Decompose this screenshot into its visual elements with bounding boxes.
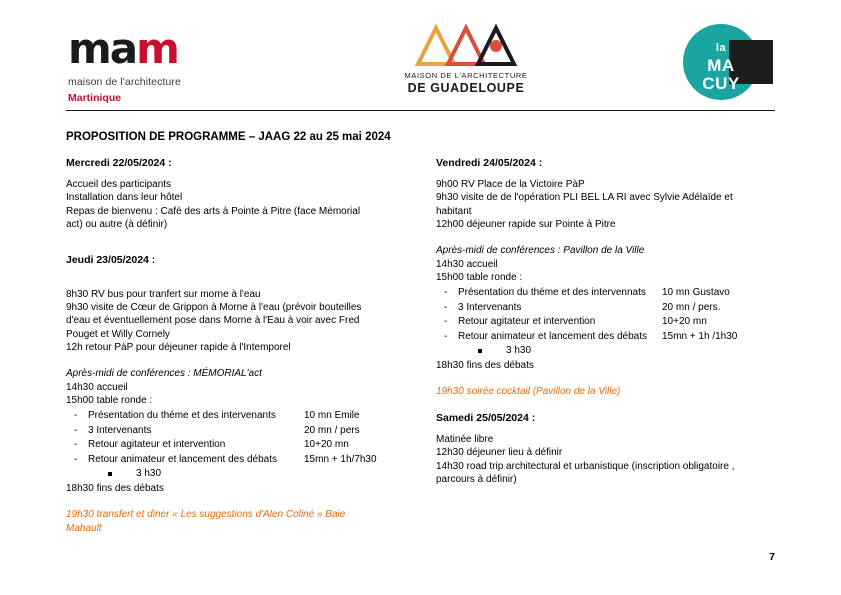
list-item (88, 438, 400, 453)
wednesday-lines (66, 178, 400, 232)
text-line: Accueil des participants (66, 179, 172, 190)
right-column (436, 157, 770, 535)
round-table-label: - Retour agitateur et intervention (88, 439, 226, 451)
text-line: 9h30 visite de Cœur de Grippon à Morne à l'eau (prévoir bouteilles (66, 302, 362, 314)
logo-la-macuy (683, 24, 773, 100)
friday-closing: 18h30 fins des débats (436, 359, 534, 371)
thursday-closing: 18h30 fins des débats (66, 482, 164, 494)
round-table-label: - Présentation du théme et des intervenants (88, 410, 276, 422)
friday-round-table-list (436, 286, 770, 344)
header-divider (66, 110, 775, 111)
text-line: Installation dans leur hôtel (66, 192, 183, 204)
text-line: Matinée libre (436, 433, 494, 445)
list-item (458, 330, 770, 345)
left-column (66, 157, 400, 535)
text-line: 14h30 road trip architectural et urbanistique (inscription obligatoire , (436, 460, 735, 472)
text-line: 9h30 visite de de l'opération PLI BEL LA RI avec Sylvie Adélaïde et (436, 192, 733, 204)
text-line: 14h30 accueil (436, 258, 498, 270)
round-table-duration: 10+20 mn (662, 316, 707, 328)
spacer (66, 355, 400, 368)
logo-mam (68, 24, 278, 104)
round-table-label: - 3 Intervenants (88, 424, 152, 436)
program-columns (66, 157, 775, 535)
spacer (436, 372, 770, 385)
page-number: 7 (769, 551, 775, 563)
mam-subtitle: maison de l'architecture (68, 76, 181, 88)
text-line: parcours à définir) (436, 473, 517, 485)
text-line: 12h30 déjeuner lieu à définir (436, 447, 563, 459)
text-line: 15h00 table ronde : (436, 272, 523, 284)
spacer (66, 495, 400, 508)
list-item (490, 344, 770, 359)
logo-maison-architecture-guadeloupe (376, 22, 556, 95)
text-line: 12h retour PàP pour déjeuner rapide à l'Intemporel (66, 342, 291, 354)
round-table-label: - 3 Intervenants (458, 301, 522, 313)
thursday-lines (66, 288, 400, 355)
text-line: 12h00 déjeuner rapide sur Pointe à Pitre (436, 219, 616, 231)
day-title-friday: Vendredi 24/05/2024 : (436, 157, 543, 169)
mag-line2: DE GUADELOUPE (407, 81, 525, 95)
text-line: 14h30 accueil (66, 381, 128, 393)
round-table-label: - Retour agitateur et intervention (458, 316, 596, 328)
mam-wordmark (68, 24, 278, 73)
round-table-total-duration: 3 h30 (506, 345, 532, 357)
saturday-lines (436, 433, 770, 487)
mam-word-part2: m (136, 24, 178, 73)
text-line: Repas de bienvenu : Café des arts à Pointe à Pitre (face Mémorial (66, 205, 361, 217)
mag-mark-icon (376, 22, 556, 68)
friday-evening-line: 19h30 soirée cocktail (Pavillon de la Ville) (436, 386, 621, 398)
list-item (88, 424, 400, 439)
thursday-evening-line: Mahault (66, 522, 102, 534)
macuy-line2: MA (707, 56, 735, 75)
day-title-thursday: Jeudi 23/05/2024 : (66, 253, 156, 266)
round-table-duration: 10+20 mn (304, 439, 349, 451)
text-line: 8h30 RV bus pour tranfert sur morne à l'eau (66, 288, 261, 300)
list-item (120, 467, 400, 482)
list-item (458, 315, 770, 330)
list-item (88, 453, 400, 468)
friday-round-table-total (436, 344, 770, 359)
mag-line1: MAISON DE L'ARCHITECTURE (404, 71, 528, 80)
round-table-total-duration: 3 h30 (136, 468, 162, 480)
round-table-duration: 15mn + 1h/7h30 (304, 453, 377, 465)
text-line: act) ou autre (à définir) (66, 219, 168, 231)
text-line: 9h00 RV Place de la Victoire PàP (436, 179, 585, 190)
mam-region: Martinique (68, 92, 122, 104)
list-item (88, 409, 400, 424)
list-item (458, 301, 770, 316)
header-logos (66, 22, 775, 104)
round-table-duration: 10 mn Gustavo (662, 287, 730, 299)
thursday-round-table-total (66, 467, 400, 482)
round-table-duration: 15mn + 1h /1h30 (662, 330, 738, 342)
mam-word-part1: ma (68, 24, 137, 73)
day-title-saturday: Samedi 25/05/2024 : (436, 411, 536, 424)
round-table-label: - Retour animateur et lancement des débats (88, 453, 277, 465)
spacer (436, 399, 770, 412)
macuy-text (683, 24, 759, 100)
spacer (66, 275, 400, 288)
friday-afternoon-title: Après-midi de conférences : Pavillon de la Ville (436, 244, 645, 256)
text-line: habitant (436, 205, 472, 217)
thursday-evening-line: 19h30 transfert et diner « Les suggestions d'Alen Coliné » Baie (66, 509, 346, 521)
round-table-label: - Présentation du théme et des intervennats (458, 287, 646, 299)
text-line: 15h00 table ronde : (66, 395, 153, 407)
thursday-round-table-list (66, 409, 400, 467)
page-title: PROPOSITION DE PROGRAMME – JAAG 22 au 25 mai 2024 (66, 131, 391, 143)
spacer (436, 232, 770, 245)
round-table-duration: 20 mn / pers. (662, 301, 721, 313)
macuy-line1: la (715, 42, 727, 54)
friday-lines (436, 178, 770, 232)
text-line: Pouget et Willy Cornely (66, 328, 170, 340)
text-line: d'eau et éventuellement pose dans Morne à l'Eau à voir avec Fred (66, 315, 360, 327)
round-table-duration: 10 mn Emile (304, 410, 360, 422)
day-title-wednesday: Mercredi 22/05/2024 : (66, 157, 172, 169)
list-item (458, 286, 770, 301)
round-table-duration: 20 mn / pers (304, 424, 360, 436)
thursday-afternoon-title: Après-midi de conférences : MÉMORIAL'act (66, 367, 262, 379)
round-table-label: - Retour animateur et lancement des débats (458, 330, 647, 342)
macuy-line3: CUY (702, 74, 740, 93)
